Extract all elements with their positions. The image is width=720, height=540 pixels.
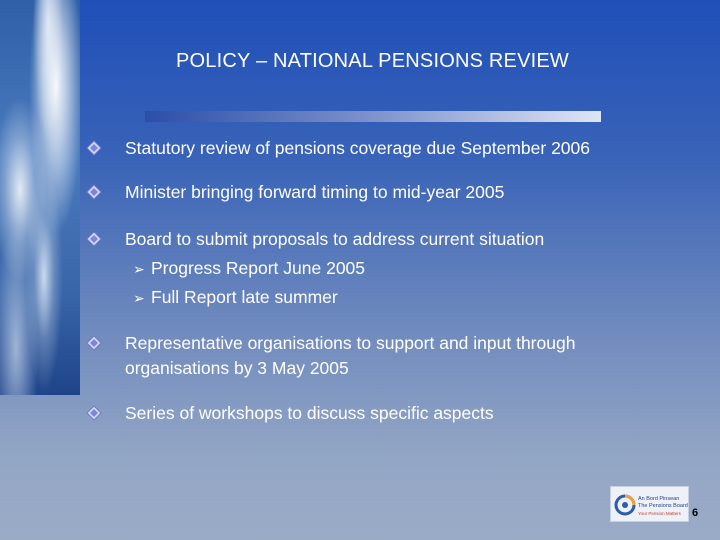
sub-bullet-1 xyxy=(133,256,365,282)
diamond-bullet-icon xyxy=(86,140,102,156)
sub-bullet-text-2: Full Report late summer xyxy=(151,287,338,307)
page-number: 6 xyxy=(692,507,699,519)
arrow-bullet-icon: ➢ xyxy=(133,290,145,306)
sub-bullet-2 xyxy=(133,285,338,311)
logo-text-line2: The Pensions Board xyxy=(638,503,688,509)
logo-text-line3: Your Pension Matters xyxy=(638,511,681,516)
bullet-text-5: Series of workshops to discuss specific aspects xyxy=(125,403,494,423)
diamond-bullet-icon xyxy=(86,231,102,247)
bullet-text-3: Board to submit proposals to address current situation xyxy=(125,229,545,249)
bullet-text-2: Minister bringing forward timing to mid-year 2005 xyxy=(125,182,505,202)
bullet-text-4: Representative organisations to support and input through xyxy=(125,333,576,353)
title-underline-bar xyxy=(145,111,601,122)
pensions-board-emblem-icon xyxy=(614,492,636,518)
bullet-text-4-line2: organisations by 3 May 2005 xyxy=(125,358,349,378)
arrow-bullet-icon: ➢ xyxy=(133,261,145,277)
sub-bullet-text-1: Progress Report June 2005 xyxy=(151,258,366,278)
diamond-bullet-icon xyxy=(86,335,102,351)
bullet-text-1: Statutory review of pensions coverage due September 2006 xyxy=(125,138,591,158)
pensions-board-logo xyxy=(610,486,689,522)
diamond-bullet-icon xyxy=(86,405,102,421)
sky-clouds-image xyxy=(0,0,80,395)
logo-text-line1: An Bord Pinsean xyxy=(638,496,680,502)
diamond-bullet-icon xyxy=(86,184,102,200)
slide-title: POLICY – NATIONAL PENSIONS REVIEW xyxy=(176,50,569,72)
